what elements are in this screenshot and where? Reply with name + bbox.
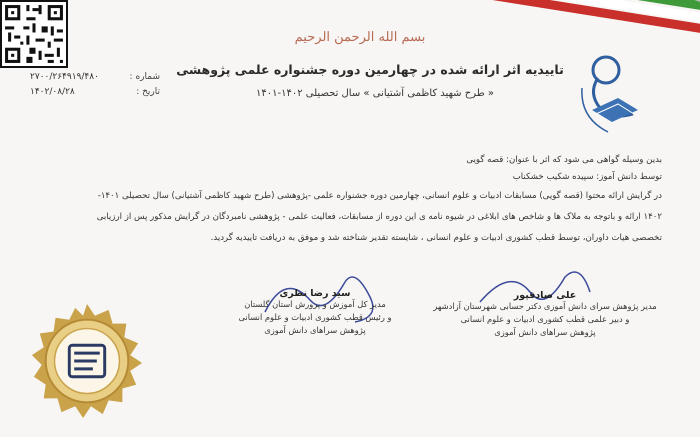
date-value: ۱۴۰۲/۰۸/۲۸ [30, 87, 75, 97]
body-line-4: ۱۴۰۲ ارائه و باتوجه به ملاک ها و شاخص های ابلاغی در شیوه نامه ی این دوره از مسابقات، فعالیت علمی - پژوهشی نامبردگان در گرایش مذکور پس از ارزیابی [96, 212, 662, 222]
signatory-role-1: مدیر پژوهش سرای دانش آموزی دکتر حسابی شهرستان آزادشهر [433, 301, 657, 311]
basmala: بسم الله الرحمن الرحیم [294, 30, 426, 45]
body-line-5: تخصصی هیات داوران، توسط قطب کشوری ادبیات و علوم انسانی ، شایسته تقدیر شناخته شد و موفق به دریافت تاییدیه گردید. [210, 233, 662, 243]
body-line-3: در گرایش ارائه محتوا (قصه گویی) مسابقات ادبیات و علوم انسانی، چهارمین دوره جشنواره علمی -پژوهشی (طرح شهید کاظمی آشتیانی) سال تحصیلی ۱۴۰۱- [97, 191, 662, 201]
body-line-1: بدین وسیله گواهی می شود که اثر با عنوان: قصه گویی [466, 155, 662, 165]
signatory-role-1: مدیر کل آموزش و پرورش استان گلستان [244, 299, 386, 309]
signatory-role-2: و دبیر علمی قطب کشوری ادبیات و علوم انسانی [460, 314, 630, 324]
signatory-nazari [215, 288, 415, 335]
date-row [30, 87, 160, 97]
number-value: ۲۷۰۰/۲۶۴۹۱۹/۴۸۰ [30, 72, 99, 82]
date-label: تاریخ : [136, 87, 160, 97]
number-label: شماره : [129, 72, 160, 82]
signatory-sadeghpour [420, 290, 670, 337]
signatory-role-2: و رئیس قطب کشوری ادبیات و علوم انسانی [238, 312, 392, 322]
signatory-role-3: پژوهش سراهای دانش آموزی [494, 327, 596, 337]
signatory-name: علی صادقپور [513, 290, 577, 301]
signatory-role-3: پژوهش سراهای دانش آموزی [264, 325, 366, 335]
signatory-name: سید رضا نظری [279, 288, 351, 299]
qr-code [0, 0, 68, 68]
number-row [30, 72, 160, 82]
certificate-subtitle: « طرح شهید کاظمی آشتیانی » سال تحصیلی ۱۴۰۲-۱۴۰۱ [256, 88, 494, 99]
body-line-2: توسط دانش آموز: سپیده شکیب خشکناب [512, 172, 662, 182]
certificate-title: تاییدیه اثر ارائه شده در چهارمین دوره جشنواره علمی پژوهشی [176, 62, 564, 77]
research-institute-logo [578, 48, 648, 138]
gold-seal [28, 302, 146, 420]
